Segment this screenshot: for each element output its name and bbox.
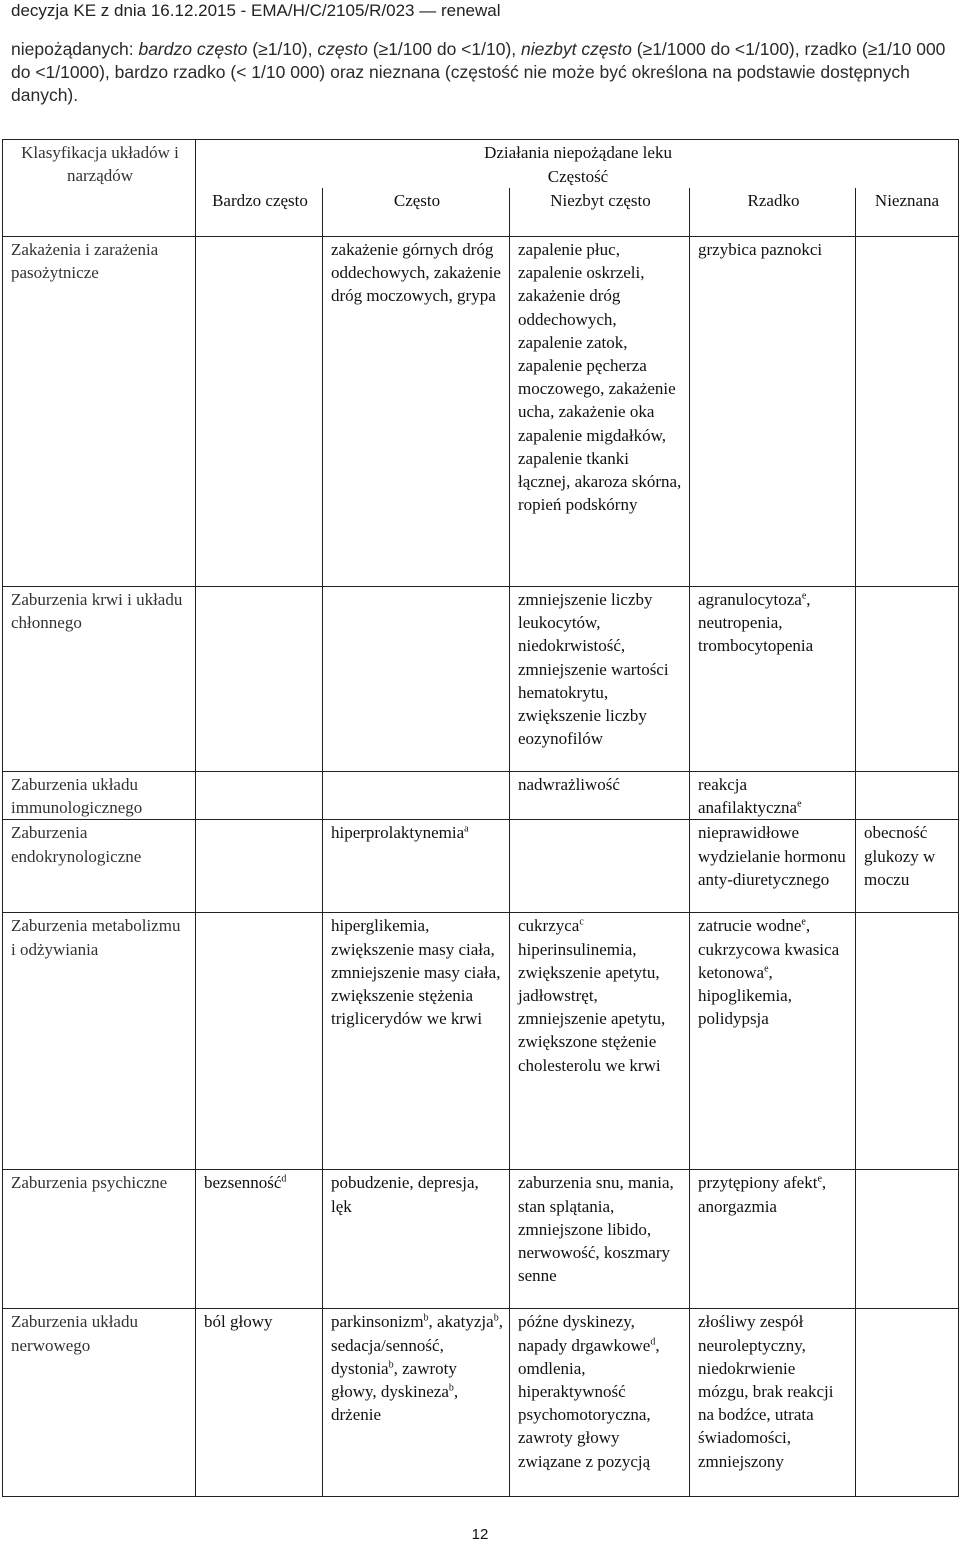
row-blood-unknown [856,586,959,771]
row-immune-very-common [196,771,323,819]
page-number: 12 [471,1526,489,1543]
row-metabolism-common: hiperglikemia, zwiększenie masy ciała, zmniejszenie masy ciała, zwiększenie stężenia triglicerydów we krwi [323,913,510,1170]
row-psychiatric-common: pobudzenie, depresja, lęk [323,1170,510,1309]
row-metabolism-system: Zaburzenia metabolizmu i odżywiania [3,913,196,1170]
table-row [3,586,959,771]
header-frequency: Częstość [196,164,959,188]
row-immune-system: Zaburzenia układu immunologicznego [3,771,196,819]
row-infections-rare: grzybica paznokci [690,236,856,586]
row-infections-very-common [196,236,323,586]
row-psychiatric-very-common: bezsenność$^d$ [196,1170,323,1309]
row-immune-uncommon: nadwrażliwość [510,771,690,819]
table-row [3,913,959,1170]
header-very-common: Bardzo często [196,188,323,236]
row-metabolism-rare: zatrucie wodne$^e$, cukrzycowa kwasica ketonowa$^e$, hipoglikemia, polidypsja [690,913,856,1170]
intro-paragraph: niepożądanych: bardzo często (≥1/10), często (≥1/100 do <1/10), niezbyt często (≥1/1000 do <1/100), rzadko (≥1/10 000 do <1/1000), bardzo rzadko (< 1/10 000) oraz nieznana (częstość nie może być określona na podstawie dostępnych danych). [11,39,946,105]
row-psychiatric-system: Zaburzenia psychiczne [3,1170,196,1309]
header-watermark: decyzja KE z dnia 16.12.2015 - EMA/H/C/2105/R/023 — renewal [11,1,501,20]
row-nervous-very-common: ból głowy [196,1309,323,1497]
header-unknown: Nieznana [856,188,959,236]
table-row [3,820,959,913]
row-nervous-system: Zaburzenia układu nerwowego [3,1309,196,1497]
row-metabolism-unknown [856,913,959,1170]
header-rare: Rzadko [690,188,856,236]
row-blood-uncommon: zmniejszenie liczby leukocytów, niedokrwistość, zmniejszenie wartości hematokrytu, zwiększenie liczby eozynofilów [510,586,690,771]
row-immune-unknown [856,771,959,819]
row-nervous-unknown [856,1309,959,1497]
row-metabolism-very-common [196,913,323,1170]
header-system-organ-class: Klasyfikacja układów i narządów [3,140,196,237]
row-infections-system: Zakażenia i zarażenia pasożytnicze [3,236,196,586]
row-psychiatric-unknown [856,1170,959,1309]
row-immune-rare: reakcja anafilaktyczna$^e$ [690,771,856,819]
header-common: Często [323,188,510,236]
row-endocrine-uncommon [510,820,690,913]
row-immune-common [323,771,510,819]
table-row [3,1170,959,1309]
row-endocrine-unknown: obecność glukozy w moczu [856,820,959,913]
row-infections-unknown [856,236,959,586]
table-row [3,1309,959,1497]
row-blood-system: Zaburzenia krwi i układu chłonnego [3,586,196,771]
adverse-reactions-table [2,139,959,1497]
row-nervous-uncommon: późne dyskinezy, napady drgawkowe$^d$, omdlenia, hiperaktywność psychomotoryczna, zawroty głowy związane z pozycją [510,1309,690,1497]
row-blood-common [323,586,510,771]
row-blood-very-common [196,586,323,771]
header-title: Działania niepożądane leku [196,140,959,165]
row-endocrine-system: Zaburzenia endokrynologiczne [3,820,196,913]
row-endocrine-rare: nieprawidłowe wydzielanie hormonu anty-diuretycznego [690,820,856,913]
row-nervous-common: parkinsonizm$^b$, akatyzja$^b$, sedacja/senność, dystonia$^b$, zawroty głowy, dyskineza$^b$, drżenie [323,1309,510,1497]
row-infections-common: zakażenie górnych dróg oddechowych, zakażenie dróg moczowych, grypa [323,236,510,586]
row-infections-uncommon: zapalenie płuc, zapalenie oskrzeli, zakażenie dróg oddechowych, zapalenie zatok, zapalenie pęcherza moczowego, zakażenie ucha, zakażenie oka zapalenie migdałków, zapalenie tkanki łącznej, akaroza skórna, ropień podskórny [510,236,690,586]
row-metabolism-uncommon: cukrzyca$^c$ hiperinsulinemia, zwiększenie apetytu, jadłowstręt, zmniejszenie apetytu, zwiększone stężenie cholesterolu we krwi [510,913,690,1170]
row-endocrine-very-common [196,820,323,913]
row-psychiatric-uncommon: zaburzenia snu, mania, stan splątania, zmniejszone libido, nerwowość, koszmary senne [510,1170,690,1309]
row-nervous-rare: złośliwy zespół neuroleptyczny, niedokrwienie mózgu, brak reakcji na bodźce, utrata świadomości, zmniejszony [690,1309,856,1497]
table-row [3,236,959,586]
row-psychiatric-rare: przytępiony afekt$^e$, anorgazmia [690,1170,856,1309]
row-endocrine-common: hiperprolaktynemia$^a$ [323,820,510,913]
row-blood-rare: agranulocytoza$^e$, neutropenia, trombocytopenia [690,586,856,771]
header-uncommon: Niezbyt często [510,188,690,236]
table-row [3,771,959,819]
